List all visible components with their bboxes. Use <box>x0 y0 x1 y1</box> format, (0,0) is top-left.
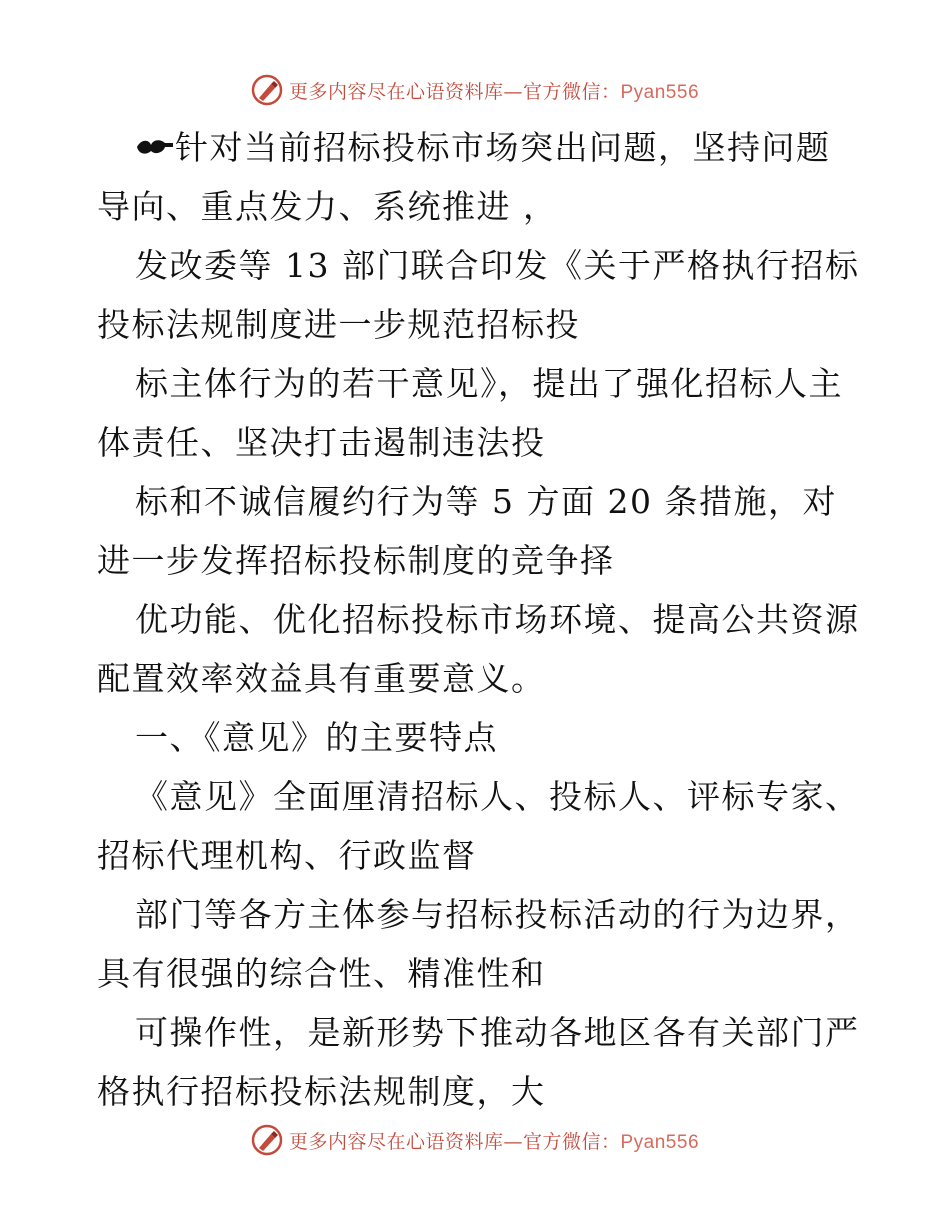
text-line-content: 一、《意见》的主要特点 <box>135 718 498 757</box>
text-line <box>97 118 857 177</box>
text-line-content: 导向、重点发力、系统推进 ， <box>97 187 558 226</box>
wechat-id: Pyan556 <box>620 81 700 103</box>
text-line <box>97 826 857 885</box>
text-line-content: 部门等各方主体参与招标投标活动的行为边界， <box>135 895 860 934</box>
text-line-content: 标和不诚信履约行为等 5 方面 20 条措施，对 <box>135 482 837 521</box>
text-line-content: 《意见》全面厘清招标人、投标人、评标专家、 <box>135 777 860 816</box>
footer-banner-text: 更多内容尽在心语资料库—官方微信：Pyan556 <box>288 1130 700 1153</box>
text-line-content: 招标代理机构、行政监督 <box>97 836 477 875</box>
text-line-content: 格执行招标投标法规制度，大 <box>97 1072 546 1111</box>
text-line <box>97 944 857 1003</box>
text-line-content: 发改委等 13 部门联合印发《关于严格执行招标 <box>135 246 860 285</box>
text-line <box>97 236 860 295</box>
text-line <box>97 649 857 708</box>
text-line <box>97 295 857 354</box>
text-line-content: 配置效率效益具有重要意义。 <box>97 659 546 698</box>
text-line <box>97 413 857 472</box>
text-line-content: 标主体行为的若干意见》，提出了强化招标人主 <box>135 364 843 403</box>
footer-banner <box>0 1120 950 1160</box>
text-line <box>97 531 857 590</box>
text-line <box>97 1003 860 1062</box>
text-line <box>97 767 860 826</box>
pen-logo-icon <box>251 74 283 106</box>
header-banner <box>0 70 950 110</box>
text-line <box>97 885 860 944</box>
text-line <box>97 590 860 649</box>
hand-pointer-icon <box>135 133 175 163</box>
header-banner-text: 更多内容尽在心语资料库—官方微信：Pyan556 <box>288 80 700 103</box>
text-line-content: 投标法规制度进一步规范招标投 <box>97 305 580 344</box>
text-line-content: 具有很强的综合性、精准性和 <box>97 954 546 993</box>
text-line-content: 优功能、优化招标投标市场环境、提高公共资源 <box>135 600 860 639</box>
text-line-content: 针对当前招标投标市场突出问题，坚持问题 <box>175 128 831 167</box>
text-line-content: 可操作性，是新形势下推动各地区各有关部门严 <box>135 1013 860 1052</box>
text-line-content: 进一步发挥招标投标制度的竞争择 <box>97 541 615 580</box>
text-line <box>97 177 857 236</box>
wechat-id: Pyan556 <box>620 1131 700 1153</box>
text-line <box>97 472 857 531</box>
pen-logo-icon <box>251 1124 283 1156</box>
text-line <box>97 354 857 413</box>
text-line-content: 体责任、坚决打击遏制违法投 <box>97 423 546 462</box>
text-line <box>97 708 857 767</box>
text-line <box>97 1062 857 1121</box>
document-body <box>97 118 860 1121</box>
